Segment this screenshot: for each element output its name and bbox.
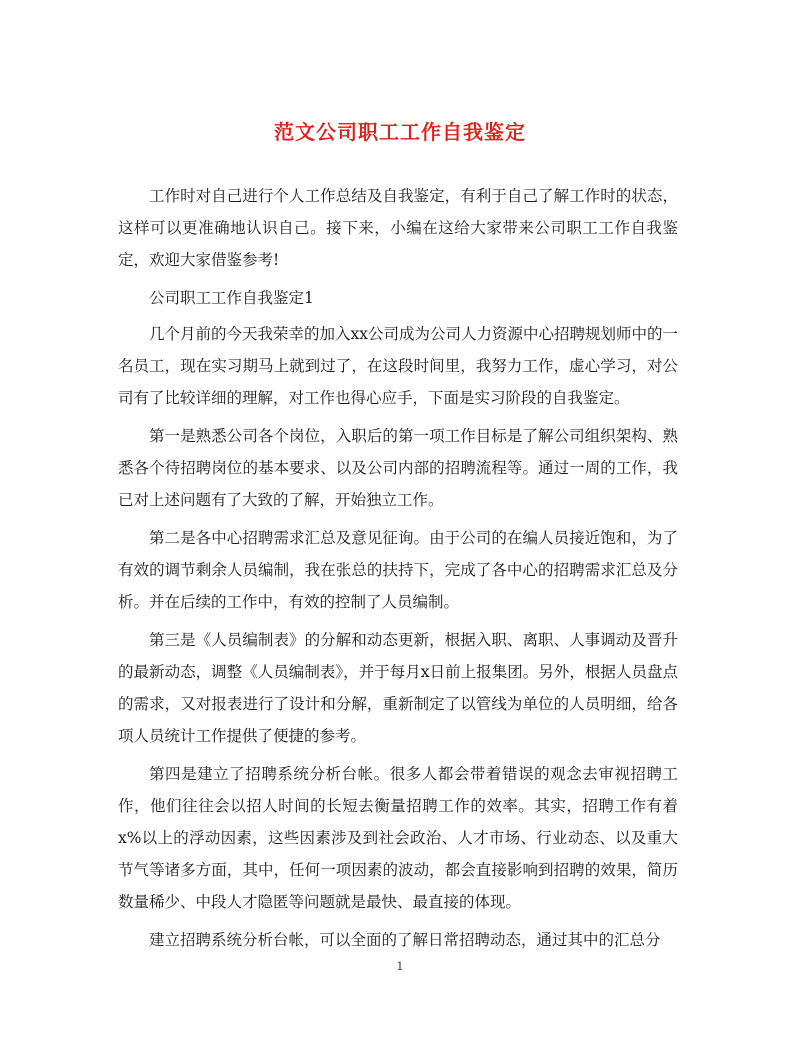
document-body: [118, 180, 678, 962]
body-paragraph: 几个月前的今天我荣幸的加入xx公司成为公司人力资源中心招聘规划师中的一名员工，现在实习期马上就到过了，在这段时间里，我努力工作，虚心学习，对公司有了比较详细的理解，对工作也得心应手，下面是实习阶段的自我鉴定。: [118, 325, 678, 407]
section-heading: 公司职工工作自我鉴定1: [149, 289, 314, 307]
page-number: 1: [396, 960, 404, 973]
document-title: 范文公司职工工作自我鉴定: [274, 120, 526, 144]
intro-paragraph: 工作时对自己进行个人工作总结及自我鉴定，有利于自己了解工作时的状态，这样可以更准确地认识自己。接下来，小编在这给大家带来公司职工工作自我鉴定，欢迎大家借鉴参考!: [118, 187, 678, 269]
body-paragraph: 第四是建立了招聘系统分析台帐。很多人都会带着错误的观念去审视招聘工作，他们往往会以招人时间的长短去衡量招聘工作的效率。其实，招聘工作有着x%以上的浮动因素，这些因素涉及到社会政治、人才市场、行业动态、以及重大节气等诸多方面，其中，任何一项因素的波动，都会直接影响到招聘的效果，简历数量稀少、中段人才隐匿等问题就是最快、最直接的体现。: [118, 765, 678, 911]
body-paragraph: 第一是熟悉公司各个岗位，入职后的第一项工作目标是了解公司组织架构、熟悉各个待招聘岗位的基本要求、以及公司内部的招聘流程等。通过一周的工作，我已对上述问题有了大致的了解，开始独立工作。: [118, 427, 678, 509]
body-paragraph: 第三是《人员编制表》的分解和动态更新，根据入职、离职、人事调动及晋升的最新动态，调整《人员编制表》，并于每月x日前上报集团。另外，根据人员盘点的需求，又对报表进行了设计和分解，重新制定了以管线为单位的人员明细，给各项人员统计工作提供了便捷的参考。: [118, 631, 678, 745]
body-paragraph: 建立招聘系统分析台帐，可以全面的了解日常招聘动态，通过其中的汇总分: [149, 931, 661, 949]
body-paragraph: 第二是各中心招聘需求汇总及意见征询。由于公司的在编人员接近饱和，为了有效的调节剩余人员编制，我在张总的扶持下，完成了各中心的招聘需求汇总及分析。并在后续的工作中，有效的控制了人员编制。: [118, 529, 678, 611]
